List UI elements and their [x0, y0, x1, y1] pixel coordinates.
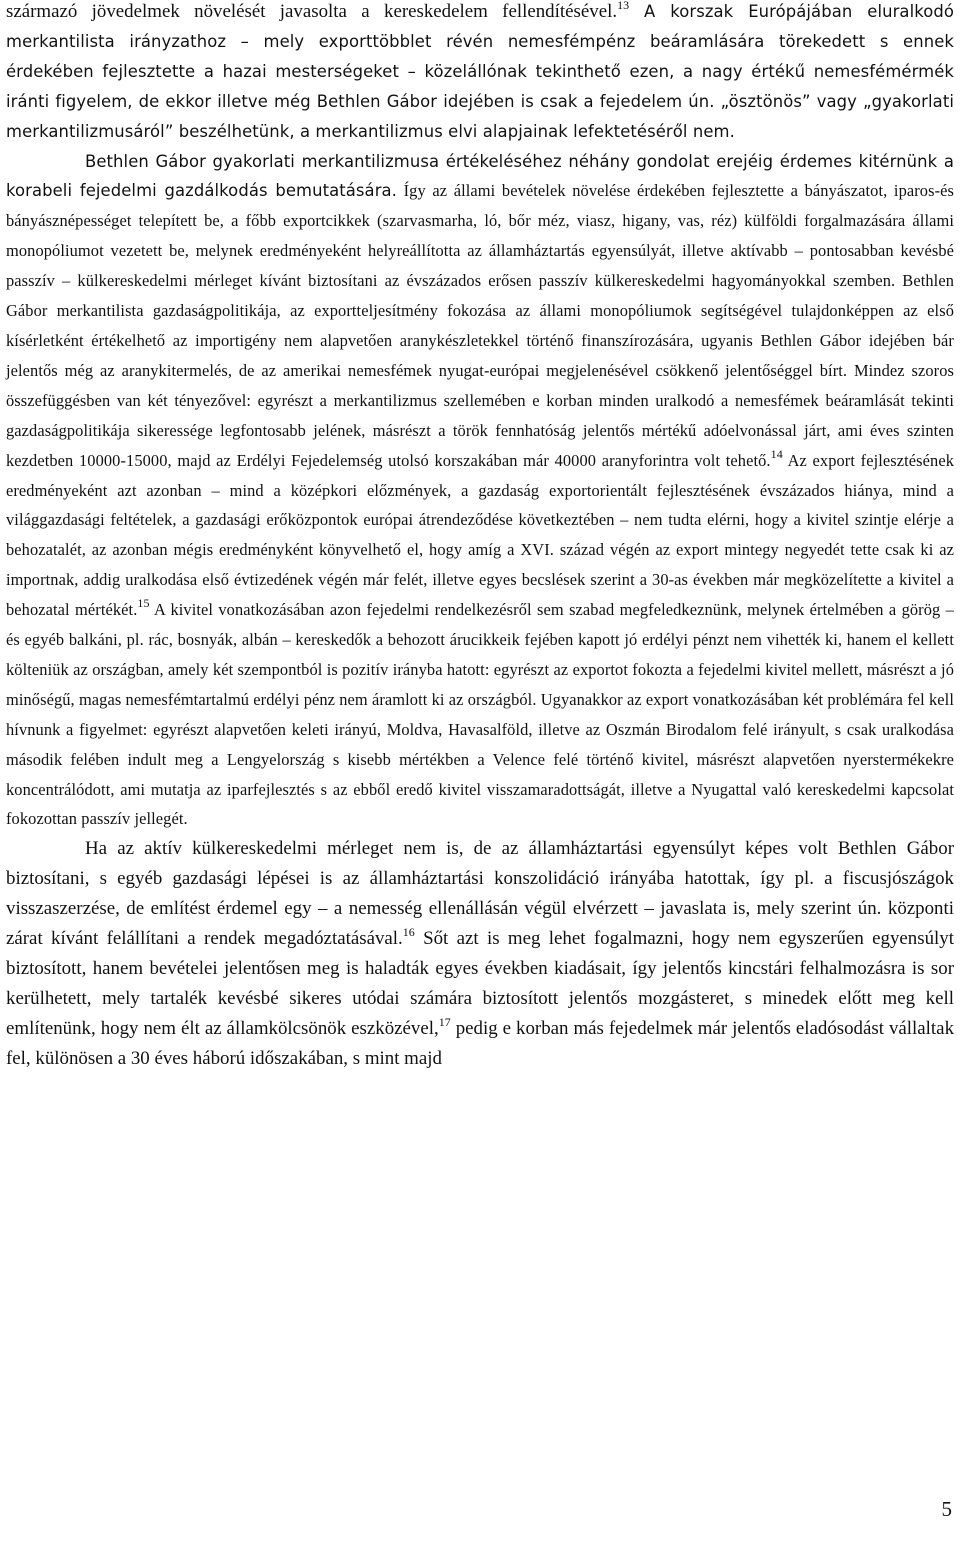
footnote-ref-15[interactable]: 15 [137, 596, 150, 611]
footnote-ref-14[interactable]: 14 [770, 446, 783, 461]
paragraph-2 [6, 147, 954, 835]
paragraph-3-part-a: Ha az aktív külkereskedelmi mérleget nem is, de az államháztartási egyensúlyt képes volt Bethlen Gábor biztosítani, s egyéb gazdasági lépései is az államháztartási konszolidáció irányába hatottak, így pl. a fiscusjószágok visszaszerzése, de említést érdemel egy – a nemesség ellenállásán végül elvérzett – javaslata is, mely szerint ún. központi zárat kívánt felállítani a rendek megadóztatásával. [6, 838, 954, 950]
paragraph-3 [6, 834, 954, 1073]
footnote-ref-16[interactable]: 16 [402, 925, 415, 940]
paragraph-2-part-c: Az export fejlesztésének eredményeként azt azonban – mind a középkori előzmények, a gazdaság exportorientált fejlesztésének évszázados hiánya, mind a világgazdasági feltételek, a gazdasági erőközpontok európai átrendeződése következtében – nem tudta elérni, hogy a kivitel szintje elérje a behozatalét, az azonban mégis eredményként könyvelhető el, hogy amíg a XVI. század végén az export mintegy negyedét tette csak ki az importnak, addig uralkodása első évtizedének végén már felét, illetve egyes becslések szerint a 30-as években már megközelítette a kivitel a behozatal mértékét. [6, 450, 954, 620]
document-page [6, 0, 954, 1074]
page-number: 5 [941, 1497, 952, 1521]
footnote-ref-17[interactable]: 17 [438, 1014, 451, 1029]
paragraph-3-part-b: Sőt azt is meg lehet fogalmazni, hogy nem egyszerűen egyensúlyt biztosított, hanem bevételei jelentősen meg is haladták egyes években kiadásait, így jelentős kincstári felhalmozásra is sor kerülhetett, mely tartalék kevésbé sikeres utódai számára biztosított jelentős mozgásteret, s minedek előtt meg kell említenünk, hogy nem élt az államkölcsönök eszközével, [6, 928, 954, 1039]
paragraph-2-part-d: A kivitel vonatkozásában azon fejedelmi rendelkezésről sem szabad megfeledkeznünk, melynek értelmében a görög – és egyéb balkáni, pl. rác, bosnyák, albán – kereskedők a behozott árucikkeik fejében kapott jó erdélyi pénzt nem vihették ki, hanem el kellett költeniük az országban, amely két szempontból is pozitív irányba hatott: egyrészt az exportot fokozta a fejedelmi kivitel mellett, másrészt a jó minőségű, magas nemesfémtartalmú erdélyi pénz nem áramlott ki az országból. Ugyanakkor az export vonatkozásában két problémára fel kell hívnunk a figyelmet: egyrészt alapvetően keleti irányú, Moldva, Havasalföld, illetve az Oszmán Birodalom felé irányult, s csak uralkodása második felében indult meg a Lengyelország s kisebb mértékben a Velence felé történő kivitel, másrészt alapvetően nyerstermékekre koncentrálódott, ami mutatja az iparfejlesztés s az ebből eredő kivitel visszamaradottságát, illetve a Nyugattal való kereskedelmi kapcsolat fokozottan passzív jellegét. [6, 600, 954, 829]
paragraph-1-part-b: A korszak Európájában eluralkodó merkantilista irányzathoz – mely exporttöbblet révén nemesfémpénz beáramlására törekedett s ennek érdekében fejlesztette a hazai mesterségeket – közelállónak tekinthető ezen, a nagy értékű nemesfémérmék iránti figyelem, de ekkor illetve még Bethlen Gábor idejében is csak a fejedelem ún. „ösztönös” vagy „gyakorlati merkantilizmusáról” beszélhetünk, a merkantilizmus elvi alapjainak lefektetéséről nem. [6, 2, 954, 141]
paragraph-1 [6, 0, 954, 147]
footnote-ref-13[interactable]: 13 [617, 0, 630, 12]
paragraph-2-part-b: Így az állami bevételek növelése érdekében fejlesztette a bányászatot, iparos-és bányásznépességet telepített be, a főbb exportcikkek (szarvasmarha, ló, bőr méz, viasz, higany, vas, réz) külföldi forgalmazására állami monopóliumot vezetett be, melynek eredményeként helyreállította az államháztartás egyensúlyát, illetve aktívabb – pontosabban kevésbé passzív – külkereskedelmi mérleget kívánt biztosítani az évszázados erősen passzív külkereskedelmi hagyományokkal szemben. Bethlen Gábor merkantilista gazdaságpolitikája, az exportteljesítmény fokozása az állami monopóliumok segítségével tulajdonképpen az első kísérletként értékelhető az importigény nem alapvetően aranykészletekkel történő finanszírozására, ugyanis Bethlen Gábor idejében bár jelentős még az aranykitermelés, de az amerikai nemesfémek nyugat-európai megjelenésével csökkenő jelentőséggel bírt. Mindez szoros összefüggésben van két tényezővel: egyrészt a merkantilizmus szellemében e korban minden uralkodó a nemesfémek beáramlását tekinti gazdaságpolitikája sikeressége legfontosabb jelének, másrészt a török fennhatóság jelentős mértékű adóelvonással járt, ami éves szinten kezdetben 10000-15000, majd az Erdélyi Fejedelemség utolsó korszakában már 40000 aranyforintra volt tehető. [6, 181, 954, 470]
paragraph-3-part-c: pedig e korban más fejedelmek már jelentős eladósodást vállaltak fel, különösen a 30 éves háború időszakában, s mint majd [6, 1017, 955, 1069]
paragraph-2-part-a: Bethlen Gábor gyakorlati merkantilizmusa értékeléséhez néhány gondolat erejéig érdemes kitérnünk a korabeli fejedelmi gazdálkodás bemutatására. [6, 151, 954, 201]
paragraph-1-part-a: származó jövedelmek növelését javasolta a kereskedelem fellendítésével. [6, 1, 618, 22]
